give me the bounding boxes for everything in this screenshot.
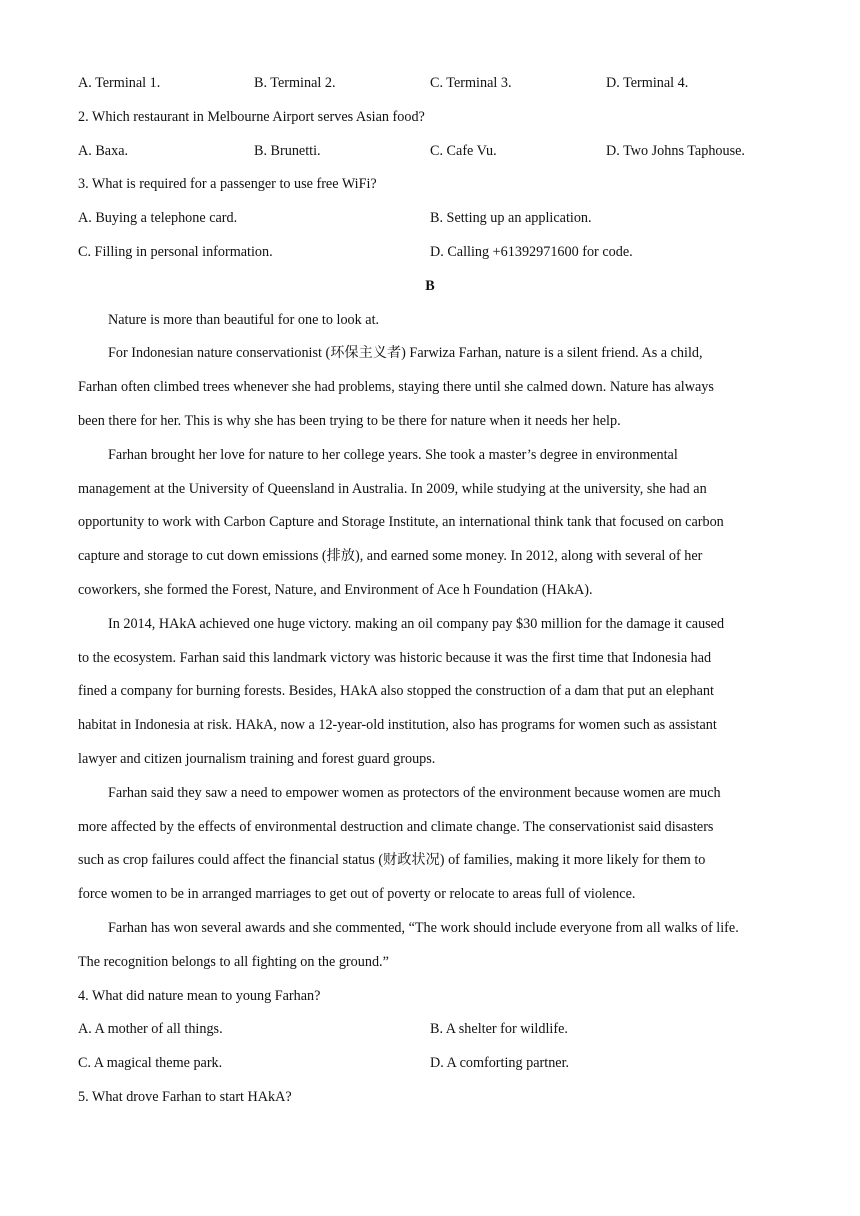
q2-option-c: C. Cafe Vu. <box>430 143 497 159</box>
passage-line: coworkers, she formed the Forest, Nature, and Environment of Ace h Foundation (HAkA). <box>78 582 593 598</box>
q1-option-d: D. Terminal 4. <box>606 75 689 91</box>
q3-option-b: B. Setting up an application. <box>430 210 592 226</box>
passage-line: Farhan brought her love for nature to her college years. She took a master’s degree in environmental <box>108 447 678 463</box>
q3-option-d: D. Calling +61392971600 for code. <box>430 244 633 260</box>
passage-line: lawyer and citizen journalism training and forest guard groups. <box>78 751 436 767</box>
q4-stem: 4. What did nature mean to young Farhan? <box>78 988 321 1004</box>
section-heading: B <box>425 278 435 294</box>
q3-stem: 3. What is required for a passenger to use free WiFi? <box>78 176 377 192</box>
q3-option-c: C. Filling in personal information. <box>78 244 273 260</box>
passage-line: fined a company for burning forests. Besides, HAkA also stopped the construction of a dam that put an elephant <box>78 683 714 699</box>
q5-stem: 5. What drove Farhan to start HAkA? <box>78 1089 292 1105</box>
passage-line: to the ecosystem. Farhan said this landmark victory was historic because it was the first time that Indonesia had <box>78 650 712 666</box>
q1-option-b: B. Terminal 2. <box>254 75 336 91</box>
q4-option-d: D. A comforting partner. <box>430 1055 570 1071</box>
passage-line: Farhan often climbed trees whenever she had problems, staying there until she calmed down. Nature has always <box>78 379 714 395</box>
passage-line: For Indonesian nature conservationist (环保主义者) Farwiza Farhan, nature is a silent friend. As a child, <box>108 345 703 361</box>
passage-line: Nature is more than beautiful for one to look at. <box>108 312 380 328</box>
passage-line: Farhan has won several awards and she commented, “The work should include everyone from all walks of life. <box>108 920 739 936</box>
passage-line: been there for her. This is why she has been trying to be there for nature when it needs her help. <box>78 413 621 429</box>
q1-option-a: A. Terminal 1. <box>78 75 161 91</box>
q1-option-c: C. Terminal 3. <box>430 75 512 91</box>
passage-line: habitat in Indonesia at risk. HAkA, now a 12-year-old institution, also has programs for women such as assistant <box>78 717 717 733</box>
passage-line: force women to be in arranged marriages to get out of poverty or relocate to areas full of violence. <box>78 886 636 902</box>
passage-line: The recognition belongs to all fighting on the ground.” <box>78 954 389 970</box>
passage-line: capture and storage to cut down emissions (排放), and earned some money. In 2012, along with several of her <box>78 548 703 564</box>
passage-line: management at the University of Queensland in Australia. In 2009, while studying at the university, she had an <box>78 481 707 497</box>
q2-option-b: B. Brunetti. <box>254 143 321 159</box>
passage-line: Farhan said they saw a need to empower women as protectors of the environment because women are much <box>108 785 721 801</box>
q2-option-a: A. Baxa. <box>78 143 129 159</box>
passage-line: In 2014, HAkA achieved one huge victory. making an oil company pay $30 million for the damage it caused <box>108 616 725 632</box>
q2-option-d: D. Two Johns Taphouse. <box>606 143 745 159</box>
q2-stem: 2. Which restaurant in Melbourne Airport serves Asian food? <box>78 109 425 125</box>
q4-option-c: C. A magical theme park. <box>78 1055 223 1071</box>
passage-line: more affected by the effects of environmental destruction and climate change. The conservationist said disasters <box>78 819 714 835</box>
q4-option-b: B. A shelter for wildlife. <box>430 1021 568 1037</box>
q3-option-a: A. Buying a telephone card. <box>78 210 238 226</box>
q4-option-a: A. A mother of all things. <box>78 1021 223 1037</box>
passage-line: such as crop failures could affect the financial status (财政状况) of families, making it more likely for them to <box>78 852 706 868</box>
passage-line: opportunity to work with Carbon Capture and Storage Institute, an international think tank that focused on carbon <box>78 514 724 530</box>
